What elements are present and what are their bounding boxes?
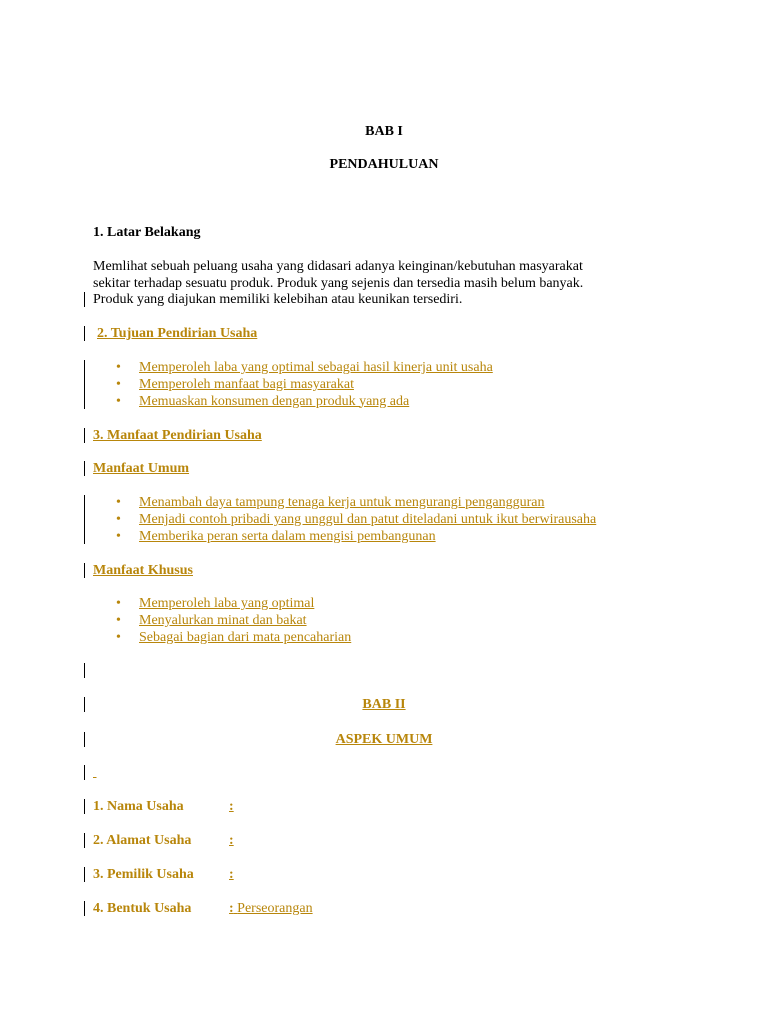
manfaat-umum-list bbox=[93, 495, 596, 545]
change-bar bbox=[84, 292, 85, 307]
field-alamat-usaha bbox=[93, 833, 234, 849]
manfaat-khusus-heading: Manfaat Khusus bbox=[93, 563, 193, 578]
change-bar bbox=[84, 867, 85, 882]
list-item: • Memperoleh manfaat bagi masyarakat bbox=[116, 376, 354, 392]
chapter-title: BAB II bbox=[362, 697, 406, 712]
latar-belakang-paragraph bbox=[93, 259, 653, 309]
change-bar bbox=[84, 326, 85, 341]
list-item: • Menyalurkan minat dan bakat bbox=[116, 612, 307, 628]
field-separator: : bbox=[229, 901, 234, 916]
change-bar bbox=[84, 495, 85, 544]
empty-inserted-paragraph bbox=[93, 765, 98, 781]
field-label: 1. Nama Usaha bbox=[93, 799, 184, 814]
field-separator: : bbox=[229, 799, 234, 814]
field-separator: : bbox=[229, 867, 234, 882]
field-pemilik-usaha bbox=[93, 867, 234, 883]
list-item: • Sebagai bagian dari mata pencaharian bbox=[116, 629, 352, 645]
list-item: • Memperoleh laba yang optimal bbox=[116, 596, 315, 611]
change-bar bbox=[84, 663, 85, 678]
paragraph-line: Produk yang diajukan memiliki kelebihan atau keunikan tersediri. bbox=[93, 292, 463, 307]
change-bar bbox=[84, 765, 85, 780]
change-bar bbox=[84, 461, 85, 476]
field-value: Perseorangan bbox=[237, 901, 313, 916]
tujuan-list bbox=[93, 360, 493, 410]
change-bar bbox=[84, 428, 85, 443]
manfaat-khusus-list bbox=[93, 596, 351, 646]
field-label: 4. Bentuk Usaha bbox=[93, 901, 192, 916]
paragraph-line: Memlihat sebuah peluang usaha yang didasari adanya keinginan/kebutuhan masyarakat bbox=[93, 259, 583, 274]
latar-belakang-heading: 1. Latar Belakang bbox=[93, 225, 201, 240]
list-item: • Memperoleh laba yang optimal sebagai hasil kinerja unit usaha bbox=[116, 360, 493, 375]
manfaat-heading: 3. Manfaat Pendirian Usaha bbox=[93, 428, 262, 443]
chapter-subtitle: PENDAHULUAN bbox=[329, 157, 439, 172]
field-label: 2. Alamat Usaha bbox=[93, 833, 192, 848]
change-bar bbox=[84, 360, 85, 409]
field-nama-usaha bbox=[93, 799, 234, 815]
change-bar bbox=[84, 901, 85, 916]
list-item: • Memberika peran serta dalam mengisi pembangunan bbox=[116, 528, 436, 544]
field-bentuk-usaha bbox=[93, 901, 313, 917]
list-item: • Menjadi contoh pribadi yang unggul dan patut diteladani untuk ikut berwirausaha bbox=[116, 511, 597, 527]
list-item: • Memuaskan konsumen dengan produk yang ada bbox=[116, 393, 410, 409]
chapter-title: BAB I bbox=[365, 124, 403, 139]
paragraph-line: sekitar terhadap sesuatu produk. Produk yang sejenis dan tersedia masih belum banyak. bbox=[93, 275, 584, 291]
field-label: 3. Pemilik Usaha bbox=[93, 867, 194, 882]
field-separator: : bbox=[229, 833, 234, 848]
list-item: • Menambah daya tampung tenaga kerja untuk mengurangi pengangguran bbox=[116, 495, 545, 510]
change-bar bbox=[84, 833, 85, 848]
tujuan-heading: 2. Tujuan Pendirian Usaha bbox=[97, 326, 258, 341]
chapter-subtitle: ASPEK UMUM bbox=[335, 732, 433, 747]
manfaat-umum-heading: Manfaat Umum bbox=[93, 461, 190, 476]
change-bar bbox=[84, 799, 85, 814]
change-bar bbox=[84, 563, 85, 578]
